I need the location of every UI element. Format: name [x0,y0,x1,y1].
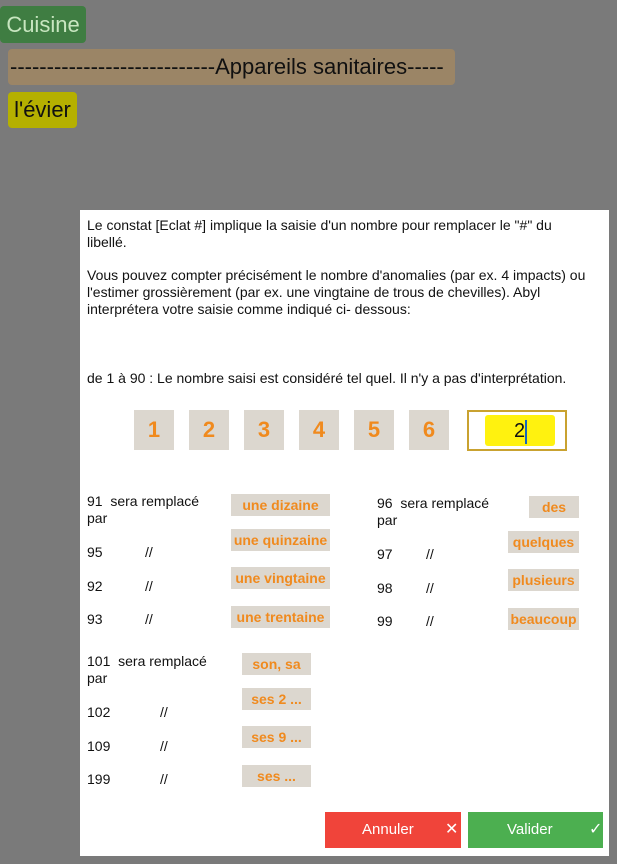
col2-code-98: 98 [377,580,393,596]
col2-ditto-3: // [426,613,434,629]
close-icon: ✕ [445,821,459,838]
option-quelques[interactable]: quelques [508,531,579,553]
text-caret [525,420,527,444]
col1-heading [87,493,217,527]
option-des[interactable]: des [529,496,579,518]
option-une-dizaine[interactable]: une dizaine [231,494,330,516]
range-rule-text: de 1 à 90 : Le nombre saisi est considéré tel quel. Il n'y a pas d'interprétation. [87,370,567,386]
keypad-button-6[interactable]: 6 [409,410,449,450]
col3-heading [87,653,217,687]
dialog-intro-text: Le constat [Eclat #] implique la saisie d'un nombre pour remplacer le "#" du libellé. [87,217,552,250]
col3-code-102: 102 [87,704,111,720]
option-ses[interactable]: ses ... [242,765,311,787]
option-une-quinzaine[interactable]: une quinzaine [231,529,330,551]
option-ses-9[interactable]: ses 9 ... [242,726,311,748]
col2-ditto-2: // [426,580,434,596]
room-chip-cuisine[interactable]: Cuisine [0,6,86,43]
col1-head-code: 91 [87,493,103,509]
col1-ditto-2: // [145,578,153,594]
col3-head-text: sera remplacé par [87,653,207,686]
col1-code-95: 95 [87,544,103,560]
check-icon: ✓ [589,821,603,838]
option-une-vingtaine[interactable]: une vingtaine [231,567,330,589]
col3-ditto-1: // [160,704,168,720]
option-plusieurs[interactable]: plusieurs [508,569,579,591]
option-ses-2[interactable]: ses 2 ... [242,688,311,710]
keypad-button-5[interactable]: 5 [354,410,394,450]
col2-ditto-1: // [426,546,434,562]
option-son-sa[interactable]: son, sa [242,653,311,675]
col3-head-code: 101 [87,653,111,669]
number-input-value: 2 [514,420,526,442]
keypad-button-1[interactable]: 1 [134,410,174,450]
col3-ditto-3: // [160,771,168,787]
col2-code-99: 99 [377,613,393,629]
col2-head-text: sera remplacé par [377,495,490,528]
col3-code-109: 109 [87,738,111,754]
col2-head-code: 96 [377,495,393,511]
cancel-button-label: Annuler [362,821,414,838]
confirm-button-label: Valider [507,821,553,838]
number-input[interactable] [467,410,567,451]
col2-code-97: 97 [377,546,393,562]
confirm-button[interactable] [468,812,603,848]
keypad-button-4[interactable]: 4 [299,410,339,450]
keypad-button-3[interactable]: 3 [244,410,284,450]
option-une-trentaine[interactable]: une trentaine [231,606,330,628]
col1-ditto-3: // [145,611,153,627]
col1-code-93: 93 [87,611,103,627]
category-chip-appareils-sanitaires[interactable]: ----------------------------Appareils sanitaires----- [8,49,455,85]
col2-heading [377,495,502,529]
col3-code-199: 199 [87,771,111,787]
keypad-button-2[interactable]: 2 [189,410,229,450]
col1-ditto-1: // [145,544,153,560]
item-chip-evier[interactable]: l'évier [8,92,77,128]
col1-code-92: 92 [87,578,103,594]
dialog-explanation-text: Vous pouvez compter précisément le nombre d'anomalies (par ex. 4 impacts) ou l'estimer grossièrement (par ex. une vingtaine de trous de chevilles). Abyl interprétera votre saisie comme indiqué ci- dessous: [87,267,586,317]
cancel-button[interactable] [325,812,461,848]
col3-ditto-2: // [160,738,168,754]
number-entry-dialog [80,210,609,856]
col1-head-text: sera remplacé par [87,493,200,526]
option-beaucoup[interactable]: beaucoup [508,608,579,630]
